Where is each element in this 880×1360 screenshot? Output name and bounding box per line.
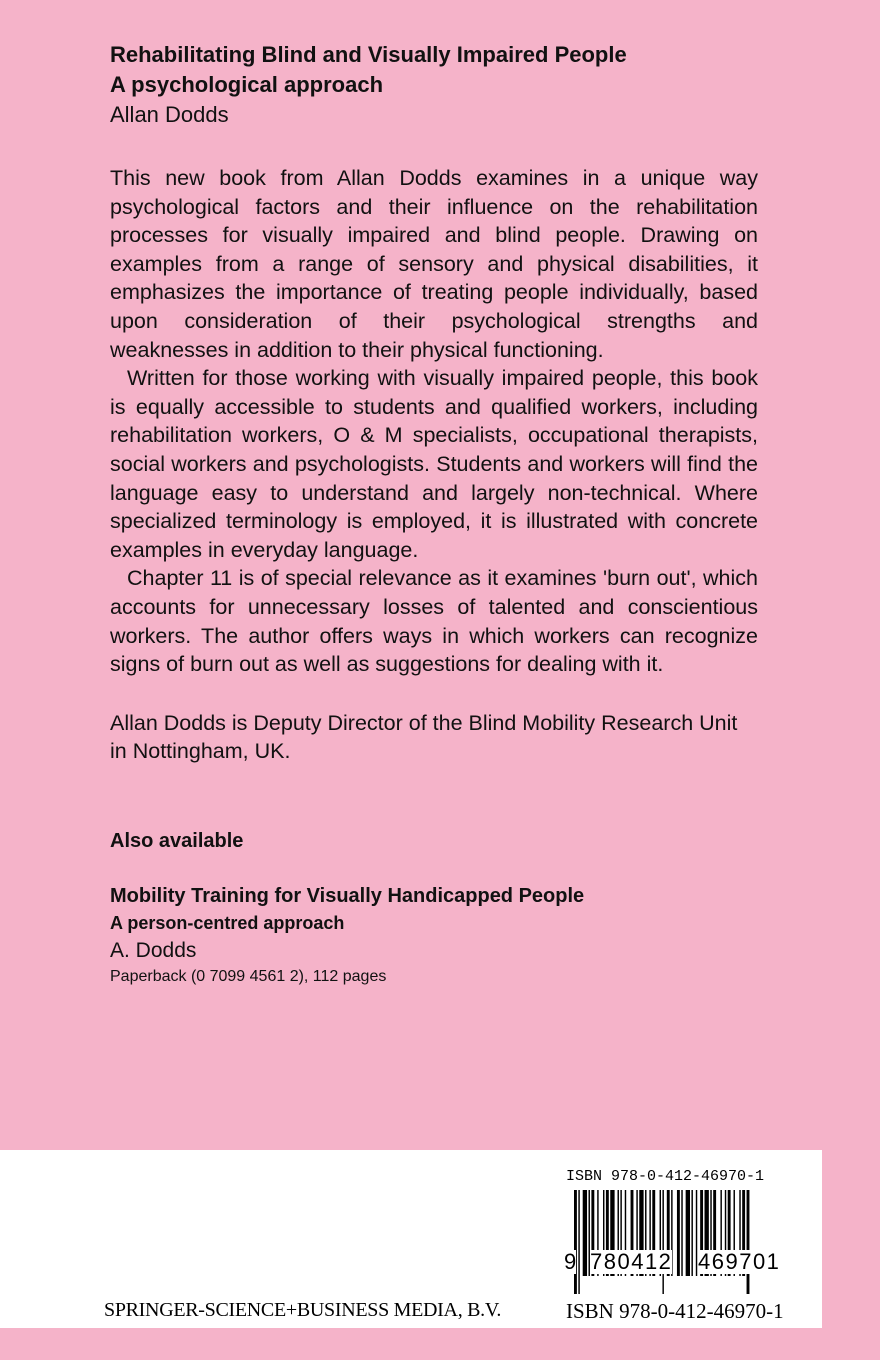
barcode-bar xyxy=(677,1190,680,1276)
barcode-bar xyxy=(578,1190,579,1294)
barcode-left-digits: 780412 xyxy=(590,1249,673,1274)
barcode-bar xyxy=(662,1190,663,1294)
barcode-bar xyxy=(574,1190,577,1294)
book-title: Rehabilitating Blind and Visually Impaired People xyxy=(110,42,627,67)
book-subtitle: A psychological approach xyxy=(110,72,384,97)
back-cover-content xyxy=(110,40,758,989)
barcode-isbn-label: ISBN 978-0-412-46970-1 xyxy=(566,1168,765,1185)
barcode-bar xyxy=(686,1190,690,1276)
also-available-format: Paperback (0 7099 4561 2), 112 pages xyxy=(110,967,387,985)
barcode-bar xyxy=(747,1190,750,1294)
also-available-heading: Also available xyxy=(110,829,244,852)
barcode-right-digits: 469701 xyxy=(698,1249,781,1274)
barcode-bars xyxy=(566,1190,806,1294)
barcode-bar xyxy=(691,1190,692,1276)
author-bio: Allan Dodds is Deputy Director of the Blind Mobility Research Unit in Nottingham, UK. xyxy=(110,710,738,764)
book-description xyxy=(110,164,758,679)
publisher-name: SPRINGER-SCIENCE+BUSINESS MEDIA, B.V. xyxy=(104,1299,502,1321)
description-paragraph: Written for those working with visually impaired people, this book is equally accessible to students and qualified workers, including rehabilitation workers, O & M specialists, occupational therapists, social workers and psychologists. Students and workers will find the language easy to understand and largely non-technical. Where specialized terminology is employed, it is illustrated with concrete examples in everyday language. xyxy=(110,366,758,562)
also-available-author: A. Dodds xyxy=(110,938,197,962)
barcode-first-digit: 9 xyxy=(564,1249,577,1274)
isbn-number: ISBN 978-0-412-46970-1 xyxy=(566,1299,784,1323)
also-available-title: Mobility Training for Visually Handicapped People xyxy=(110,884,585,907)
cover-footer xyxy=(0,1150,822,1328)
also-available-subtitle: A person-centred approach xyxy=(110,912,345,933)
barcode xyxy=(566,1168,806,1294)
barcode-bar xyxy=(583,1190,587,1276)
description-paragraph: Chapter 11 is of special relevance as it examines 'burn out', which accounts for unnecessary losses of talented and conscientious workers. The author offers ways in which workers can recognize signs of burn out as well as suggestions for dealing with it. xyxy=(110,566,758,677)
barcode-bar xyxy=(681,1190,682,1276)
book-author: Allan Dodds xyxy=(110,102,229,127)
description-paragraph: This new book from Allan Dodds examines in a unique way psychological factors and their influence on the rehabilitation processes for visually impaired and blind people. Drawing on examples from a range of sensory and physical disabilities, it emphasizes the importance of treating people individually, based upon consideration of their psychological strengths and weaknesses in addition to their physical functioning. xyxy=(110,166,758,362)
